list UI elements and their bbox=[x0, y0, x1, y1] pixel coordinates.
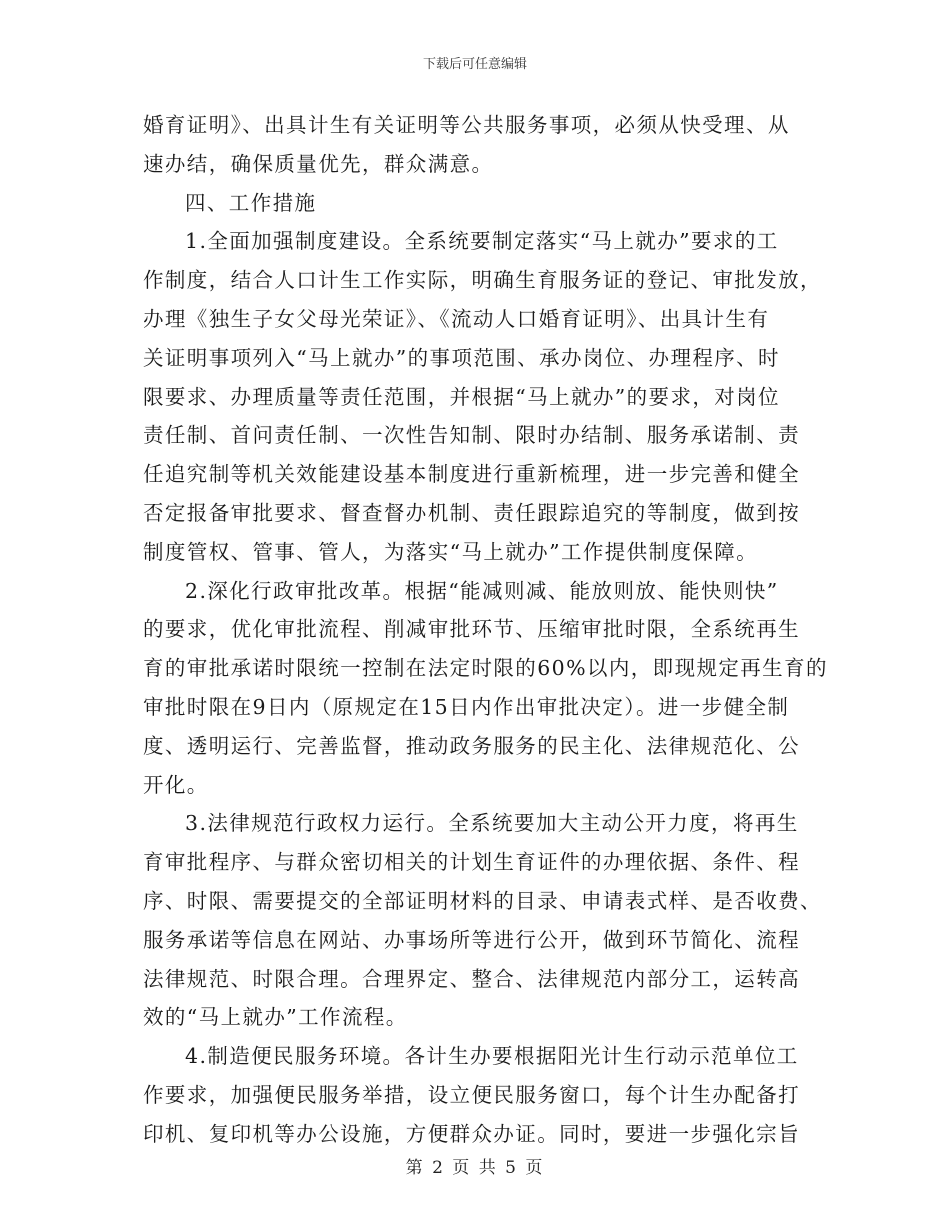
text-line: 的要求，优化审批流程、削减审批环节、压缩审批时限，全系统再生 bbox=[143, 617, 800, 642]
text-line: 育的审批承诺时限统一控制在法定时限的60%以内，即现规定再生育的 bbox=[143, 656, 828, 681]
paragraph-start: 3.法律规范行政权力运行。全系统要加大主动公开力度，将再生 bbox=[185, 811, 799, 836]
text-line: 序、时限、需要提交的全部证明材料的目录、申请表式样、是否收费、 bbox=[143, 888, 822, 913]
text-line: 速办结，确保质量优先，群众满意。 bbox=[143, 151, 494, 176]
text-line: 审批时限在9日内（原规定在15日内作出审批决定）。进一步健全制 bbox=[143, 694, 790, 719]
page-footer: 第 2 页 共 5 页 bbox=[405, 1158, 545, 1178]
paragraph-start: 4.制造便民服务环境。各计生办要根据阳光计生行动示范单位工 bbox=[185, 1044, 799, 1069]
text-line: 度、透明运行、完善监督，推动政务服务的民主化、法律规范化、公 bbox=[143, 733, 800, 758]
text-line: 限要求、办理质量等责任范围，并根据“马上就办”的要求，对岗位 bbox=[143, 384, 780, 409]
section-heading: 四、工作措施 bbox=[185, 190, 317, 215]
text-line: 办理《独生子女父母光荣证》、《流动人口婚育证明》、出具计生有 bbox=[143, 306, 770, 331]
text-line: 任追究制等机关效能建设基本制度进行重新梳理，进一步完善和健全 bbox=[143, 462, 800, 487]
text-line: 开化。 bbox=[143, 772, 209, 797]
text-line: 作制度，结合人口计生工作实际，明确生育服务证的登记、审批发放， bbox=[143, 268, 822, 293]
text-line: 制度管权、管事、管人，为落实“马上就办”工作提供制度保障。 bbox=[143, 539, 759, 564]
page-header: 下载后可任意编辑 bbox=[422, 57, 527, 72]
text-line: 效的“马上就办”工作流程。 bbox=[143, 1005, 408, 1030]
text-line: 印机、复印机等办公设施，方便群众办证。同时，要进一步强化宗旨 bbox=[143, 1121, 800, 1146]
paragraph-start: 2.深化行政审批改革。根据“能减则减、能放则放、能快则快” bbox=[185, 578, 779, 603]
text-line: 婚育证明》、出具计生有关证明等公共服务事项，必须从快受理、从 bbox=[143, 113, 790, 137]
text-line: 作要求，加强便民服务举措，设立便民服务窗口，每个计生办配备打 bbox=[143, 1082, 800, 1107]
text-line: 服务承诺等信息在网站、办事场所等进行公开，做到环节简化、流程 bbox=[143, 927, 800, 952]
text-line: 责任制、首问责任制、一次性告知制、限时办结制、服务承诺制、责 bbox=[143, 423, 800, 448]
document-body bbox=[143, 106, 828, 1154]
text-line: 育审批程序、与群众密切相关的计划生育证件的办理依据、条件、程 bbox=[143, 850, 800, 875]
text-line: 法律规范、时限合理。合理界定、整合、法律规范内部分工，运转高 bbox=[143, 966, 800, 991]
paragraph-start: 1.全面加强制度建设。全系统要制定落实“马上就办”要求的工 bbox=[185, 229, 779, 254]
text-line: 关证明事项列入“马上就办”的事项范围、承办岗位、办理程序、时 bbox=[143, 345, 780, 370]
text-line: 否定报备审批要求、督查督办机制、责任跟踪追究的等制度，做到按 bbox=[143, 500, 800, 525]
